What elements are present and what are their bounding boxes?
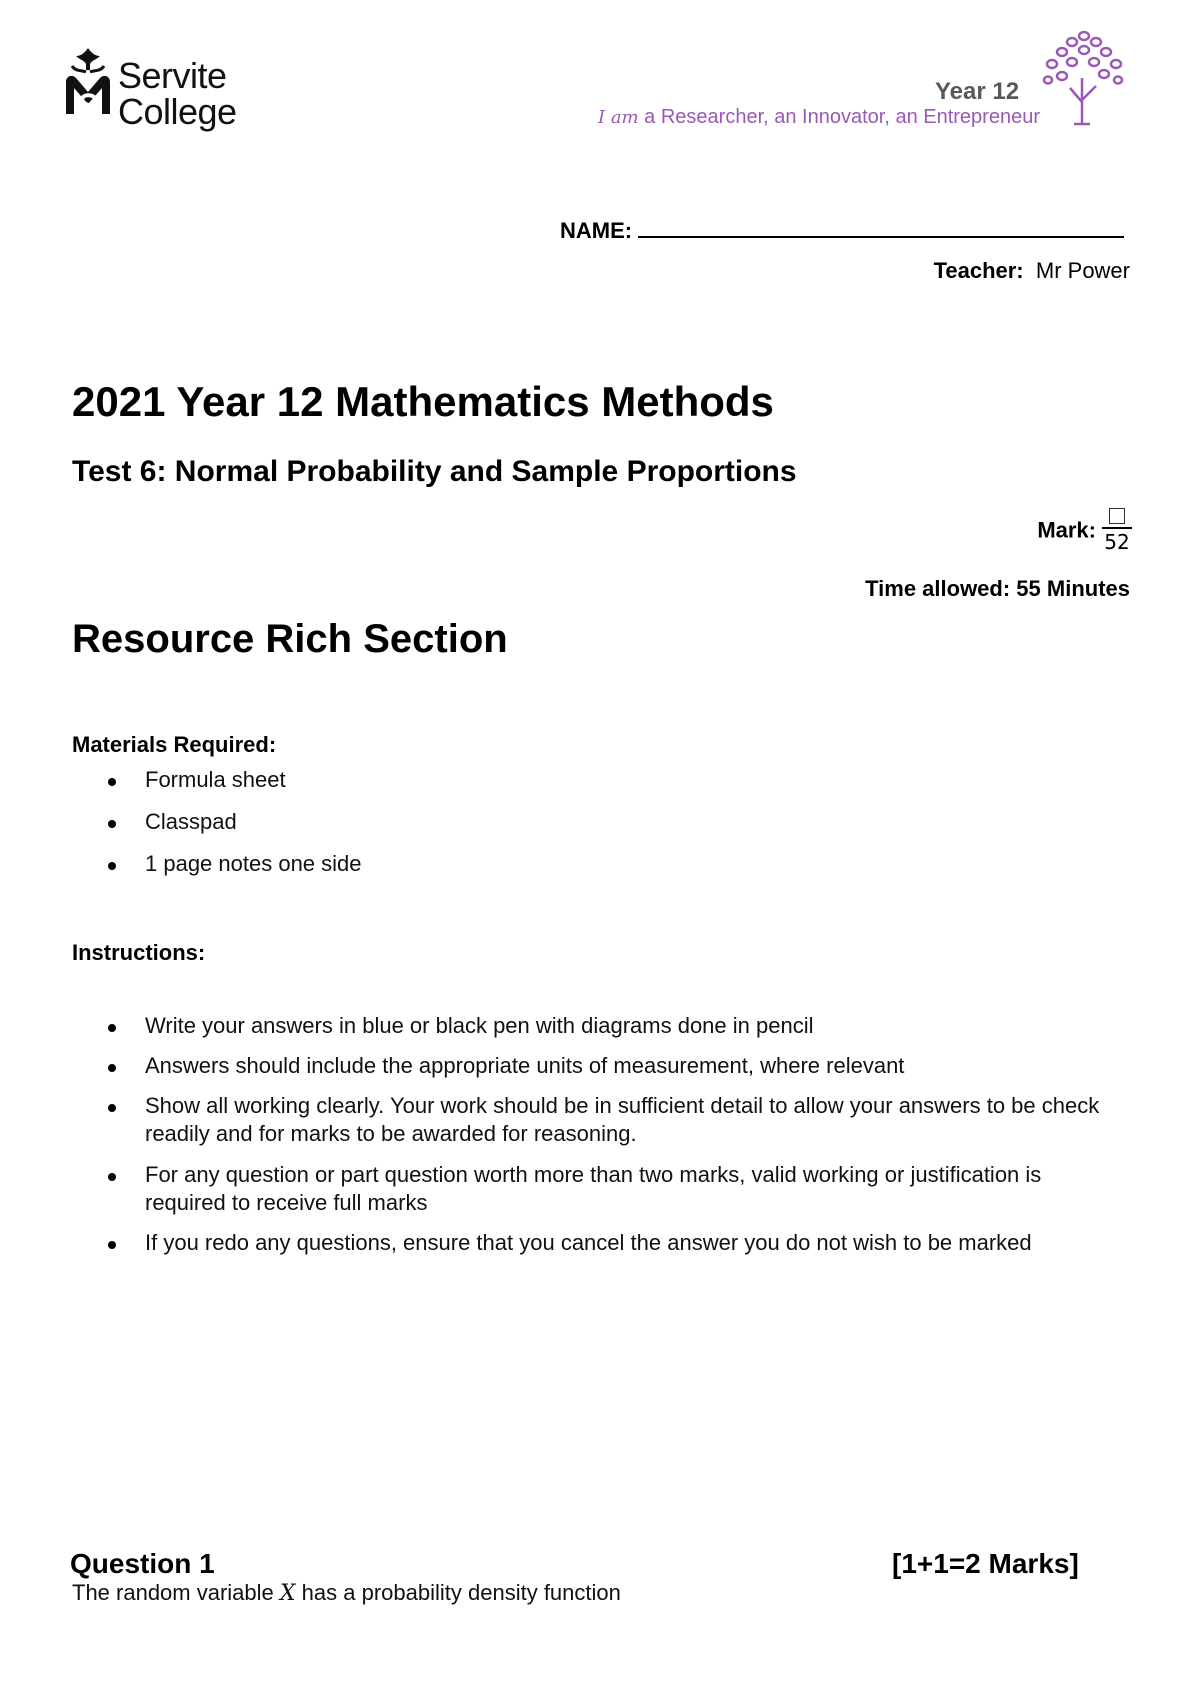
question-text-after: has a probability density function	[295, 1580, 621, 1605]
bullet-icon	[108, 1173, 116, 1181]
bullet-icon	[108, 1024, 116, 1032]
bullet-icon	[108, 778, 116, 786]
question-text-before: The random variable	[72, 1580, 280, 1605]
list-item-text: Classpad	[145, 809, 237, 834]
instructions-label: Instructions:	[72, 940, 206, 965]
tree-logo-icon	[1038, 28, 1130, 128]
bullet-icon	[108, 1064, 116, 1072]
mark-score-box[interactable]	[1109, 508, 1125, 524]
bullet-icon	[108, 1241, 116, 1249]
motto-i-am: I am	[597, 107, 639, 128]
list-item-text: Show all working clearly. Your work should be in sufficient detail to allow your answers to be check readily and for marks to be awarded for reasoning.	[145, 1093, 1100, 1146]
list-item-text: 1 page notes one side	[145, 851, 362, 876]
section-title: Resource Rich Section	[72, 617, 508, 661]
mark-block	[1037, 508, 1132, 564]
name-label: NAME:	[560, 218, 633, 243]
test-subtitle: Test 6: Normal Probability and Sample Proportions	[72, 455, 797, 488]
tree-logo	[1038, 28, 1130, 128]
materials-label: Materials Required:	[72, 732, 277, 757]
motto-text: a Researcher, an Innovator, an Entrepreneur	[638, 106, 1040, 128]
year-label: Year 12	[935, 78, 1020, 105]
question-variable: X	[279, 1581, 296, 1606]
list-item-text: Write your answers in blue or black pen with diagrams done in pencil	[145, 1013, 814, 1038]
teacher-label: Teacher:	[933, 258, 1024, 283]
list-item-text: Formula sheet	[145, 767, 286, 792]
time-allowed: Time allowed: 55 Minutes	[865, 576, 1130, 601]
servite-college-logo	[62, 44, 262, 134]
servite-crest-icon	[62, 44, 114, 134]
list-item-text: For any question or part question worth more than two marks, valid working or justification is required to receive full marks	[145, 1162, 1042, 1215]
question-title: Question 1	[70, 1548, 215, 1579]
bullet-icon	[108, 1104, 116, 1112]
mark-fraction	[1102, 508, 1132, 553]
list-item-text: Answers should include the appropriate units of measurement, where relevant	[145, 1053, 905, 1078]
bullet-icon	[108, 820, 116, 828]
page-title: 2021 Year 12 Mathematics Methods	[72, 378, 774, 425]
name-blank-line[interactable]	[638, 216, 1124, 238]
mark-label: Mark:	[1037, 517, 1096, 543]
list-item-text: If you redo any questions, ensure that you cancel the answer you do not wish to be marked	[145, 1230, 1032, 1255]
mark-total: 52	[1104, 530, 1130, 554]
teacher-name: Mr Power	[1035, 258, 1130, 283]
school-motto	[540, 106, 1040, 129]
bullet-icon	[108, 862, 116, 870]
question-text	[72, 1580, 621, 1606]
teacher-line	[934, 258, 1130, 284]
name-field[interactable]	[560, 216, 1124, 244]
logo-word-servite: Servite	[118, 55, 227, 96]
question-marks: [1+1=2 Marks]	[892, 1548, 1079, 1579]
logo-word-college: College	[118, 91, 237, 132]
